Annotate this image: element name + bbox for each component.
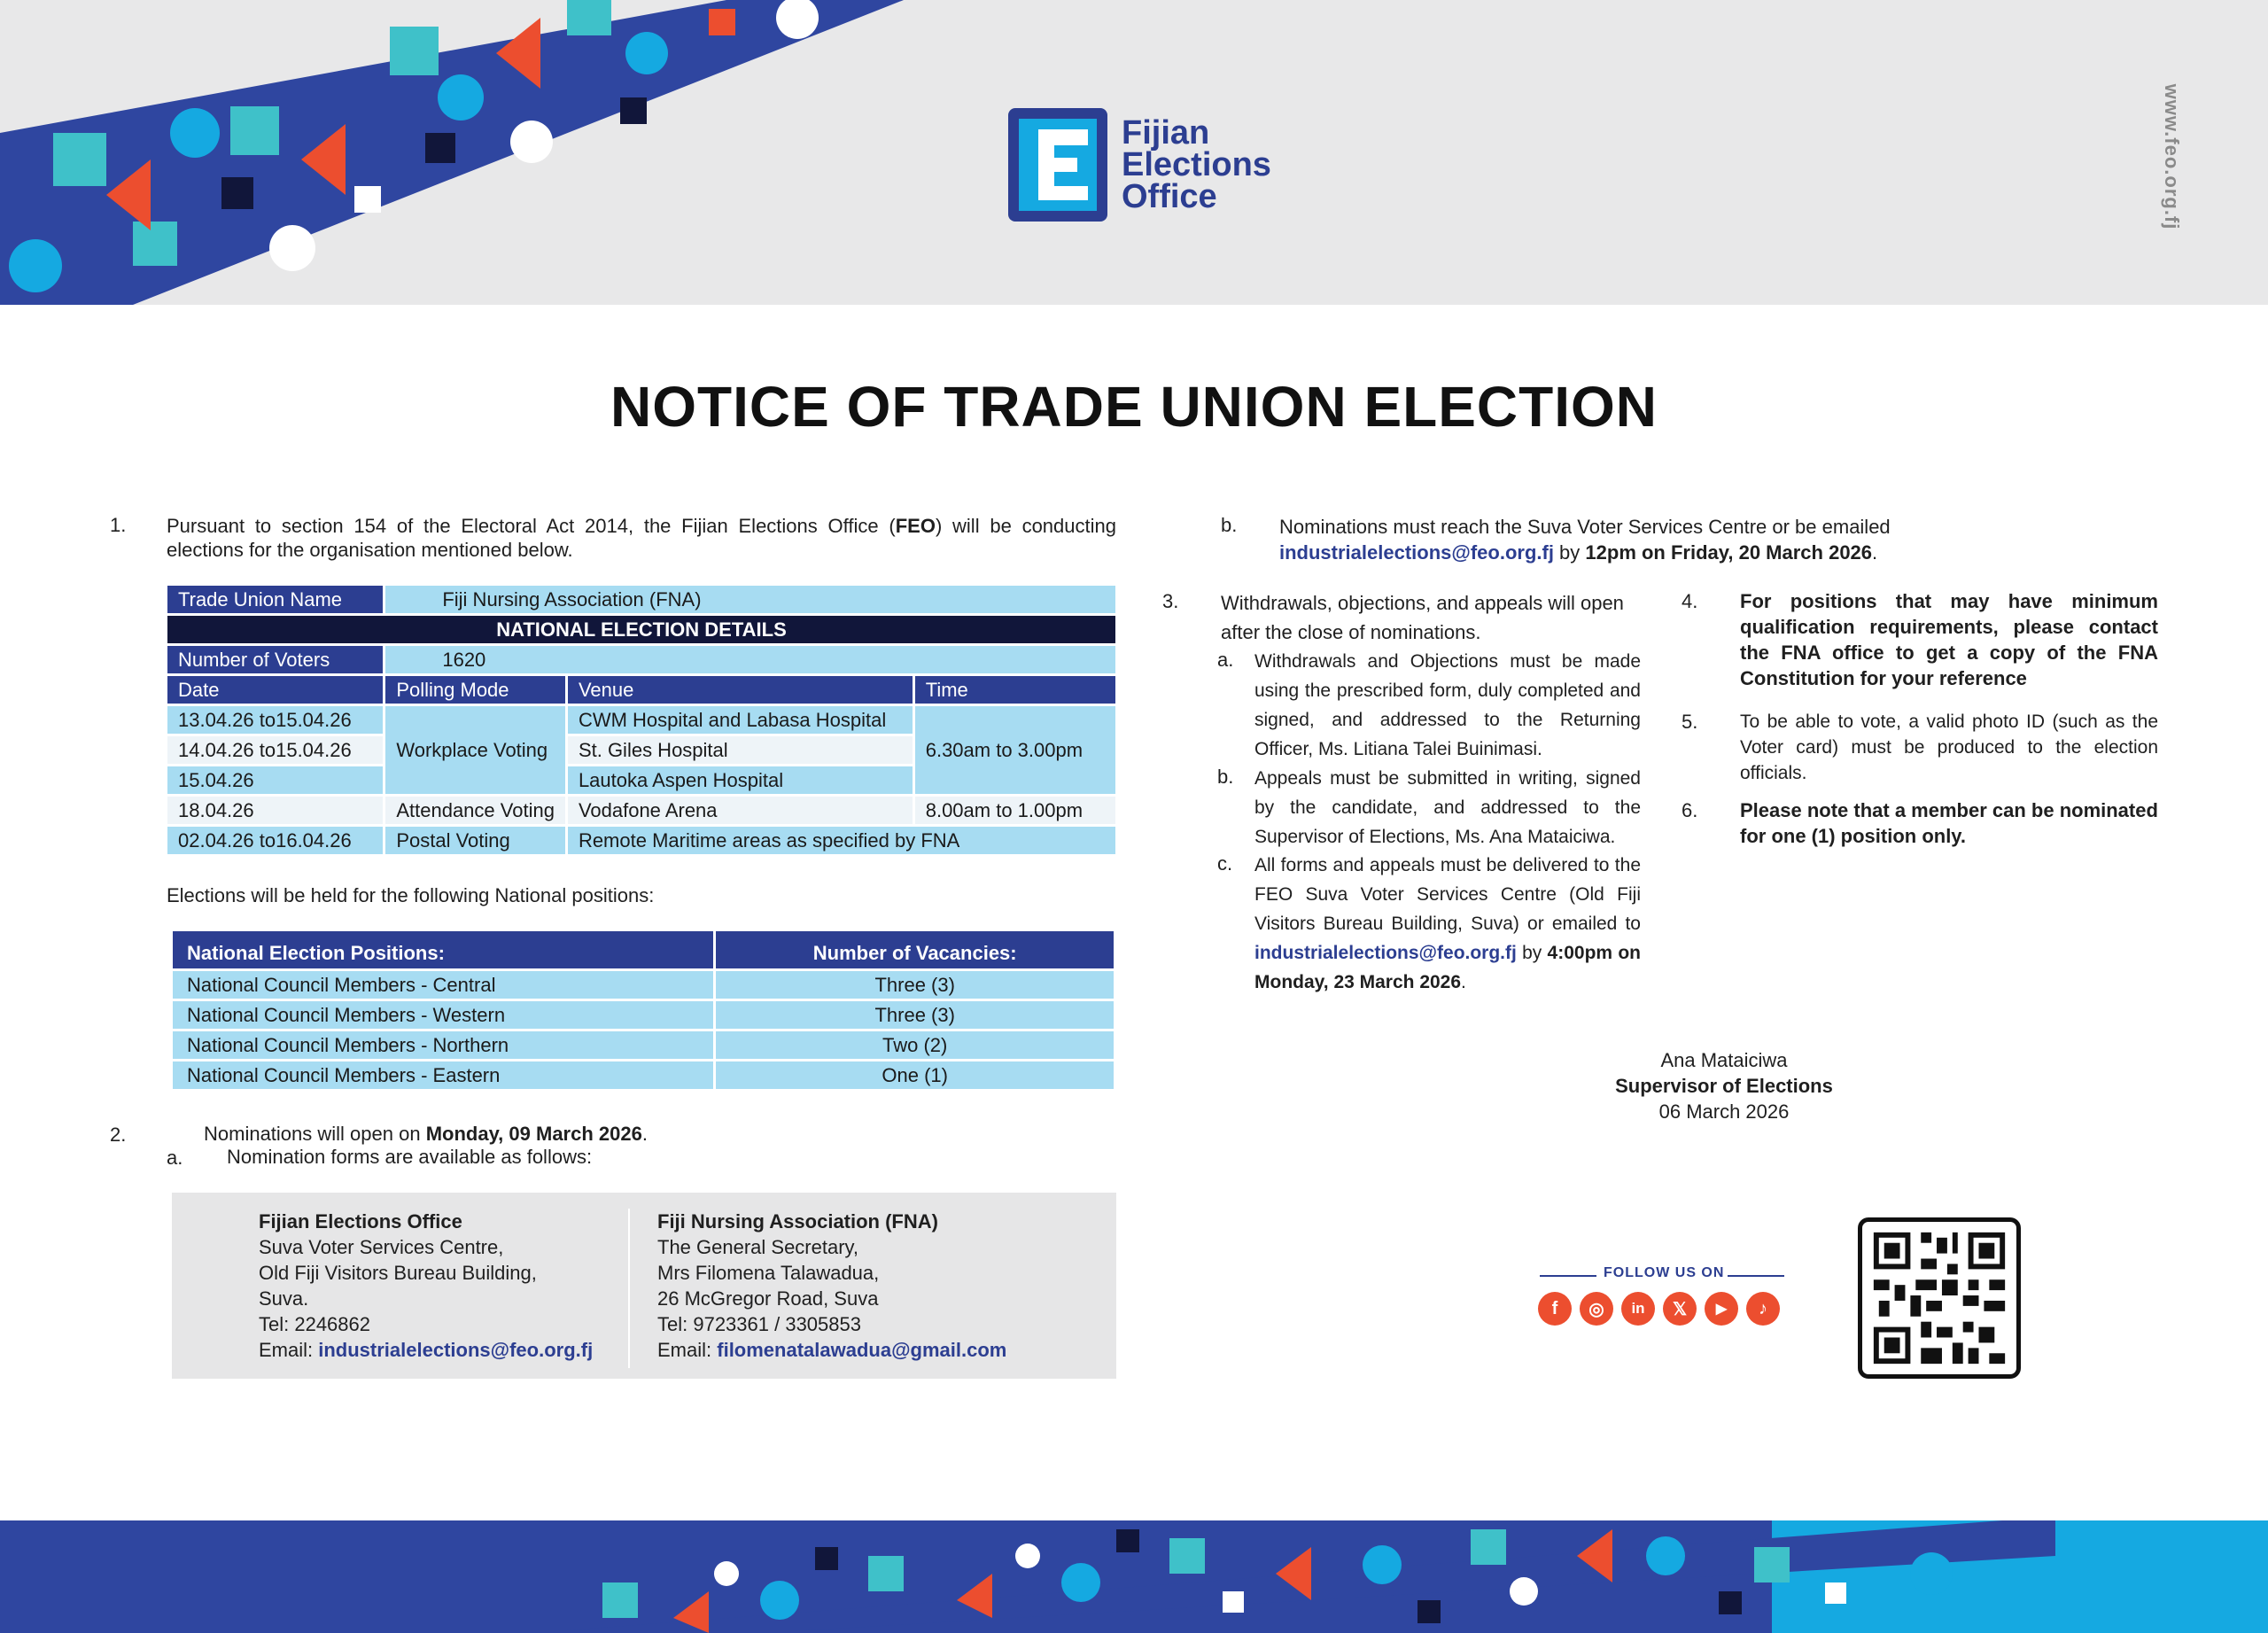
section-3a-text: Withdrawals and Objections must be made using the prescribed form, duly completed and signed, and addressed to the Returning Officer, Ms. Litiana Talei Buinimasi. [1254,651,1641,759]
section-3b-text: Appeals must be submitted in writing, signed by the candidate, and addressed to the Supervisor of Elections, Ms. Ana Mataiciwa. [1254,768,1641,847]
section-3a-letter: a. [1217,649,1234,671]
table-row [173,1001,1114,1029]
follow-line-right [1728,1275,1784,1277]
contact-feo [259,1209,593,1363]
table-row [167,646,1115,673]
page-title: NOTICE OF TRADE UNION ELECTION [610,375,1658,439]
tiktok-icon[interactable]: ♪ [1746,1292,1780,1326]
national-election-details-header: NATIONAL ELECTION DETAILS [167,616,1115,643]
positions-intro: Elections will be held for the following National positions: [167,884,655,906]
section-1-text-b: ) will be conducting elections for the organisation mentioned below. [167,515,1116,561]
section-2-date: Monday, 09 March 2026 [425,1123,642,1145]
section-2b-text-a: Nominations must reach the Suva Voter Services Centre or be emailed [1279,516,1891,538]
attendance-venue: Vodafone Arena [568,797,913,824]
row-date: 15.04.26 [167,766,383,794]
section-2-text-a: Nominations will open on [204,1123,426,1145]
section-1-number: 1. [110,514,127,536]
section-2-text [204,1122,648,1146]
qr-code[interactable] [1858,1217,2021,1379]
union-name-label: Trade Union Name [167,586,383,613]
contact-line: Mrs Filomena Talawadua, [657,1262,880,1284]
logo-line-1: Fijian [1122,114,1210,152]
election-details-table [165,583,1118,857]
social-icons [1538,1292,1780,1326]
section-4-number: 4. [1682,590,1698,612]
table-row [167,827,1115,854]
voters-value: 1620 [385,646,1115,673]
section-3c-letter: c. [1217,852,1233,875]
position-name: National Council Members - Northern [173,1031,713,1059]
section-2a-text: Nomination forms are available as follows: [227,1146,593,1168]
postal-date: 02.04.26 to16.04.26 [167,827,383,854]
workplace-voting-mode: Workplace Voting [385,706,565,794]
section-2-number: 2. [110,1124,127,1146]
workplace-voting-time: 6.30am to 3.00pm [915,706,1115,794]
follow-line-left [1540,1275,1596,1277]
section-3c-text [1254,851,1641,997]
contact-line: Tel: 9723361 / 3305853 [657,1313,861,1335]
attendance-time: 8.00am to 1.00pm [915,797,1115,824]
contact-fna [657,1209,1006,1363]
position-name: National Council Members - Central [173,971,713,999]
section-5-text: To be able to vote, a valid photo ID (such as the Voter card) must be produced to the election officials. [1740,712,2158,783]
contact-line: Old Fiji Visitors Bureau Building, [259,1262,537,1284]
email-link[interactable]: filomenatalawadua@gmail.com [717,1339,1007,1361]
row-date: 13.04.26 to15.04.26 [167,706,383,734]
email-label: Email: [259,1339,319,1361]
section-3b-letter: b. [1217,766,1234,788]
contact-email-row [657,1337,1006,1363]
position-name: National Council Members - Western [173,1001,713,1029]
signature-date: 06 March 2026 [1658,1100,1790,1123]
youtube-icon[interactable]: ▶ [1705,1292,1738,1326]
table-row [167,797,1115,824]
follow-us-text: FOLLOW US ON [1604,1265,1725,1280]
table-row [167,616,1115,643]
section-2a-letter: a. [167,1147,183,1169]
contact-box [172,1193,1116,1379]
table-row [173,1031,1114,1059]
qr-code-icon [1862,1222,2016,1374]
section-3-number: 3. [1162,590,1179,612]
contact-name: Fijian Elections Office [259,1210,462,1233]
email-link[interactable]: industrialelections@feo.org.fj [318,1339,594,1361]
footer-band [0,1520,2268,1633]
section-6-number: 6. [1682,799,1698,821]
header-band [0,0,2268,305]
section-5-number: 5. [1682,711,1698,733]
contact-line: Suva. [259,1287,309,1310]
table-row [173,971,1114,999]
site-url-text: www.feo.org.fj [2161,83,2183,230]
row-venue: Lautoka Aspen Hospital [568,766,913,794]
section-1-text-a: Pursuant to section 154 of the Electoral Act 2014, the Fijian Elections Office ( [167,515,896,537]
section-3c-by: by [1516,943,1548,963]
email-label: Email: [657,1339,718,1361]
section-3c-deadline: 4:00pm on Monday, 23 March 2026 [1254,943,1641,992]
postal-mode: Postal Voting [385,827,565,854]
contact-name: Fiji Nursing Association (FNA) [657,1210,938,1233]
attendance-mode: Attendance Voting [385,797,565,824]
voters-label: Number of Voters [167,646,383,673]
logo-line-2: Elections [1122,146,1271,183]
linkedin-icon[interactable]: in [1621,1292,1655,1326]
section-1-text [167,514,1116,562]
section-2b-by: by [1553,541,1586,564]
position-vacancies: Three (3) [716,1001,1114,1029]
feo-logo-mark-icon [1008,108,1107,222]
section-2b-letter: b. [1221,514,1238,536]
position-vacancies: Three (3) [716,971,1114,999]
row-venue: St. Giles Hospital [568,736,913,764]
column-header-date: Date [167,676,383,704]
contact-divider [628,1209,630,1368]
table-header-row [173,931,1114,968]
section-1-feo-bold: FEO [895,515,936,537]
table-row [167,706,1115,734]
position-name: National Council Members - Eastern [173,1061,713,1089]
signature-block [1547,1047,1901,1124]
contact-line: The General Secretary, [657,1236,859,1258]
row-venue: CWM Hospital and Labasa Hospital [568,706,913,734]
contact-line: Suva Voter Services Centre, [259,1236,504,1258]
column-header-polling-mode: Polling Mode [385,676,565,704]
contact-line: 26 McGregor Road, Suva [657,1287,879,1310]
instagram-icon[interactable]: ◎ [1580,1292,1613,1326]
attendance-date: 18.04.26 [167,797,383,824]
x-icon[interactable]: 𝕏 [1663,1292,1697,1326]
table-row [173,1061,1114,1089]
section-6-text: Please note that a member can be nominated for one (1) position only. [1740,799,2158,847]
table-header-row [167,676,1115,704]
column-header-vacancies: Number of Vacancies: [812,942,1017,964]
contact-email-row [259,1337,593,1363]
section-3-text: Withdrawals, objections, and appeals will open after the close of nominations. [1221,592,1624,643]
table-row [167,586,1115,613]
positions-table [170,929,1116,1092]
section-2-end: . [641,1123,648,1145]
section-2b-text [1279,514,1953,565]
section-3c-text-a: All forms and appeals must be delivered to the FEO Suva Voter Services Centre (Old Fiji Visitors Bureau Building, Suva) or emailed to [1254,855,1641,934]
union-name-value: Fiji Nursing Association (FNA) [385,586,1115,613]
section-3c-end: . [1461,972,1466,992]
email-link[interactable]: industrialelections@feo.org.fj [1279,541,1554,564]
site-url [2158,82,2185,232]
follow-us-label [1540,1265,1784,1285]
section-2b-end: . [1872,541,1878,564]
position-vacancies: One (1) [716,1061,1114,1089]
contact-line: Tel: 2246862 [259,1313,370,1335]
signature-title: Supervisor of Elections [1615,1075,1833,1097]
postal-venue: Remote Maritime areas as specified by FNA [568,827,1115,854]
column-header-venue: Venue [568,676,913,704]
row-date: 14.04.26 to15.04.26 [167,736,383,764]
feo-logo [1008,108,1271,222]
decorative-pattern-bottom [496,1520,2055,1633]
facebook-icon[interactable]: f [1538,1292,1572,1326]
section-4-text: For positions that may have minimum qualification requirements, please contact the FNA office to get a copy of the FNA Constitution for your reference [1740,590,2158,689]
column-header-positions: National Election Positions: [187,942,445,964]
column-header-time: Time [915,676,1115,704]
section-2b-deadline: 12pm on Friday, 20 March 2026 [1585,541,1873,564]
feo-logo-text [1122,114,1271,215]
email-link[interactable]: industrialelections@feo.org.fj [1254,943,1517,963]
decorative-pattern-top [0,0,904,305]
signature-name: Ana Mataiciwa [1660,1049,1788,1071]
logo-line-3: Office [1122,178,1217,215]
position-vacancies: Two (2) [716,1031,1114,1059]
